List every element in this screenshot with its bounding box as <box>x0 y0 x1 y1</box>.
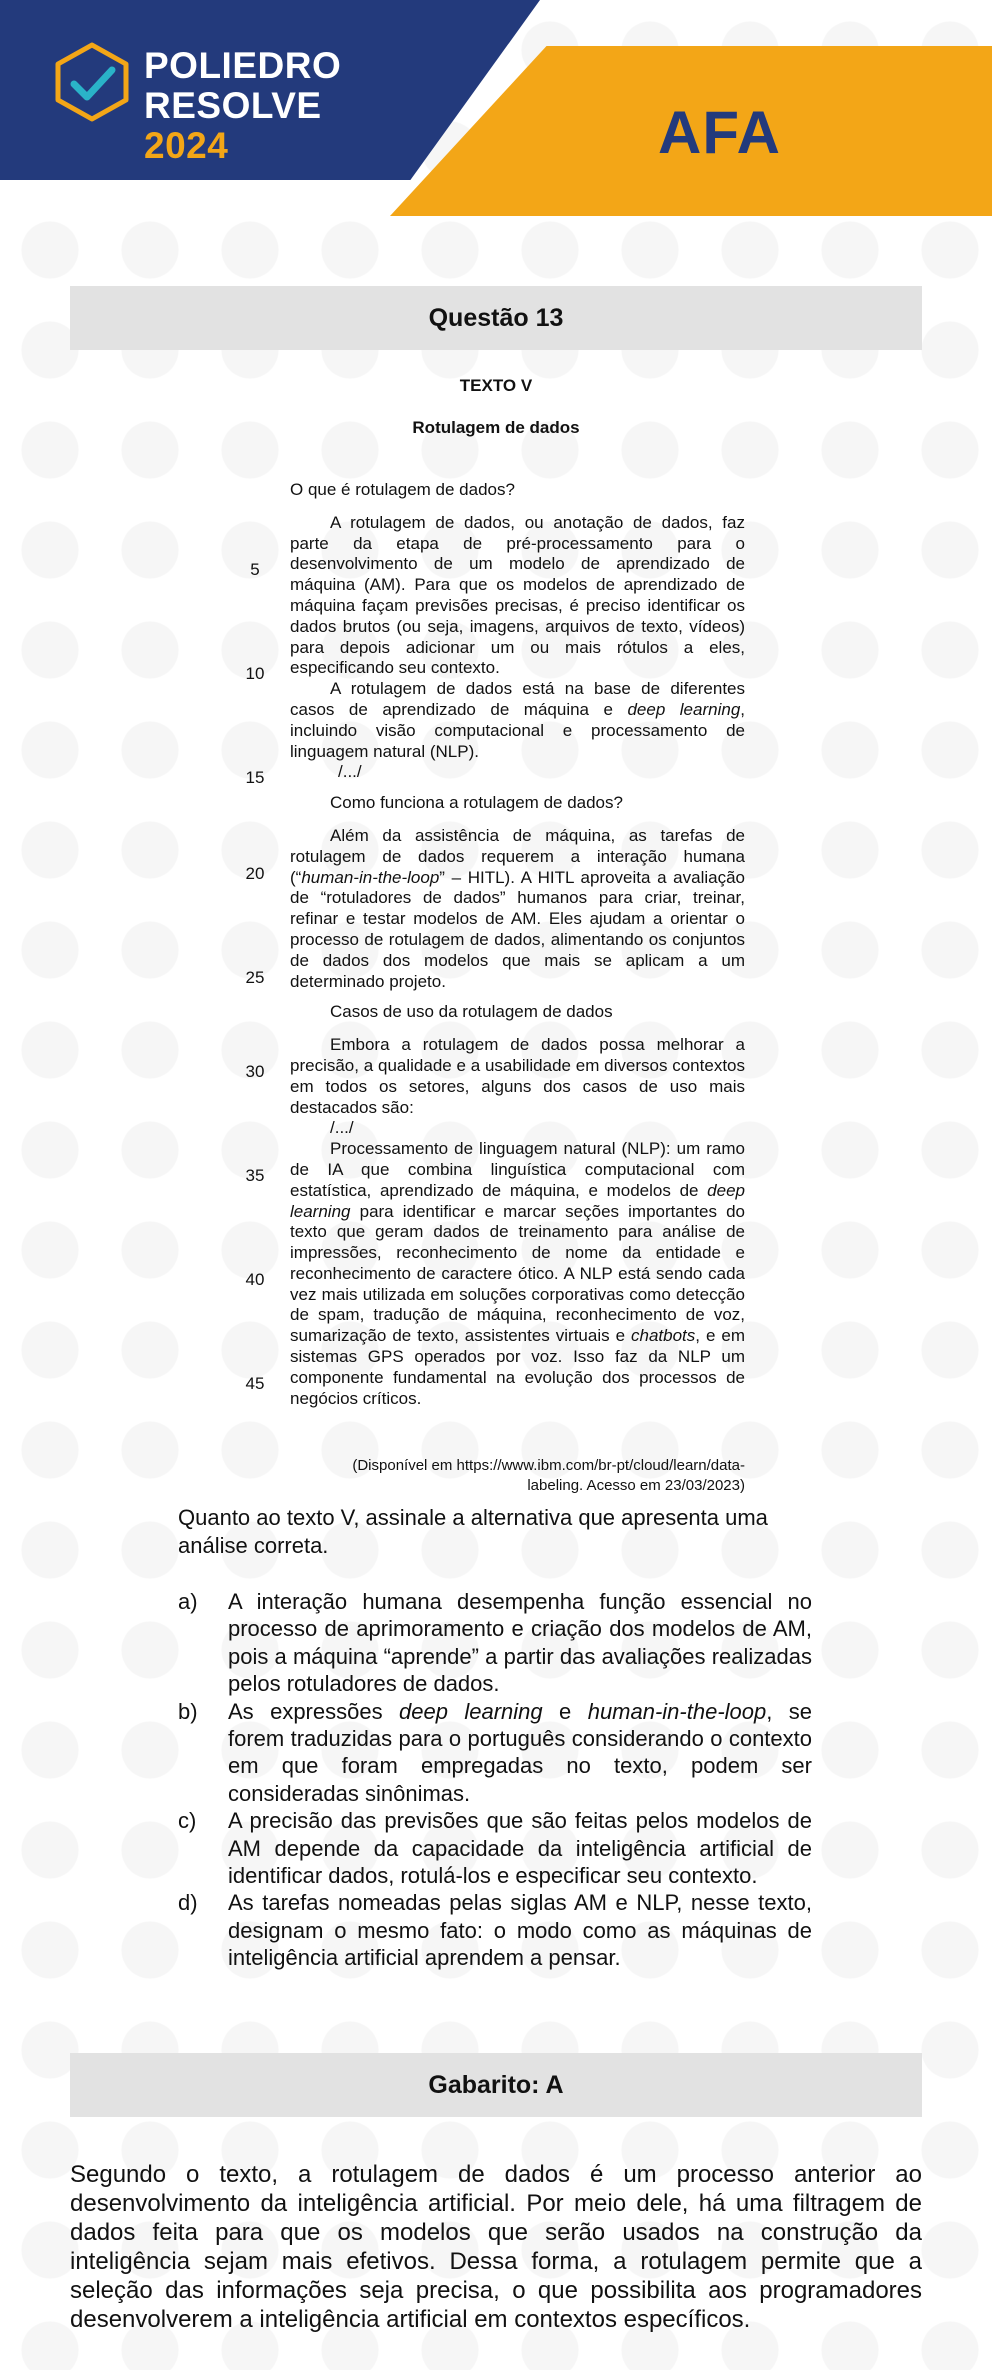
line-number: 40 <box>245 1270 265 1289</box>
passage-paragraph <box>290 826 745 992</box>
italic-run: human-in-the-loop <box>301 867 440 887</box>
text-run: ” – HITL). A HITL aproveita a avaliação de “rotuladores de dados” humanos para criar, treinar, refinar e testar modelos de AM. Eles ajudam a orientar o processo de rotulagem de dados, alimentando os conjuntos de dados dos modelos que mais se aplicam a um determinado projeto. <box>290 867 745 991</box>
italic-run: deep learning <box>399 1698 543 1724</box>
answer-key-bar <box>70 2053 922 2117</box>
passage-heading: Casos de uso da rotulagem de dados <box>330 1002 613 1022</box>
alternative-letter: d) <box>178 1890 198 1916</box>
line-number: 15 <box>245 768 265 787</box>
question-title-bar <box>70 286 922 350</box>
alternative-a <box>178 1588 812 1698</box>
passage-heading: Como funciona a rotulagem de dados? <box>330 793 623 813</box>
line-number: 30 <box>245 1062 265 1081</box>
line-number: 25 <box>245 968 265 987</box>
italic-run: human-in-the-loop <box>587 1698 767 1724</box>
italic-run: deep learning <box>627 699 741 719</box>
source-citation: (Disponível em https://www.ibm.com/br-pt/cloud/learn/data-labeling. Acesso em 23/03/2023) <box>352 1457 745 1494</box>
alternative-b <box>178 1698 812 1808</box>
text-label: TEXTO V <box>459 376 533 395</box>
alternative-letter: c) <box>178 1808 197 1834</box>
passage-paragraph: Embora a rotulagem de dados possa melhorar a precisão, a qualidade e a usabilidade em diversos contextos em todos os setores, alguns dos casos de uso mais destacados são: <box>290 1035 745 1117</box>
alternative-text: A precisão das previsões que são feitas pelos modelos de AM depende da capacidade da inteligência artificial de identificar dados, rotulá-los e especificar seu contexto. <box>228 1808 812 1889</box>
ellipsis-marker: /.../ <box>338 762 362 782</box>
alternative-c <box>178 1807 812 1889</box>
brand-line-2: RESOLVE <box>144 85 322 126</box>
line-number: 20 <box>245 864 265 883</box>
brand-year: 2024 <box>144 125 229 166</box>
passage-paragraph: A rotulagem de dados, ou anotação de dados, faz parte da etapa de pré-processamento para o desenvolvimento de um modelo de aprendizado de máquina (AM). Para que os modelos de aprendizado de máquina façam previsões precisas, é preciso identificar os dados brutos (ou seja, imagens, arquivos de texto, vídeos) para depois adicionar um ou mais rótulos a eles, especificando seu contexto. <box>290 512 745 678</box>
passage-text <box>290 480 745 1409</box>
text-run: , se forem traduzidas para o português considerando o contexto em que foram empregadas no texto, podem ser consideradas sinônimas. <box>228 1698 813 1806</box>
alternative-text: A interação humana desempenha função essencial no processo de aprimoramento e criação dos modelos de AM, pois a máquina “aprende” a partir das avaliações realizadas pelos rotuladores de dados. <box>228 1589 812 1697</box>
passage-paragraph <box>290 679 745 762</box>
ellipsis-marker: /.../ <box>330 1118 354 1138</box>
line-number: 35 <box>245 1166 265 1185</box>
text-run: As expressões <box>228 1698 399 1724</box>
check-badge-icon <box>54 42 130 122</box>
question-stem: Quanto ao texto V, assinale a alternativa que apresenta uma análise correta. <box>178 1505 768 1558</box>
alternatives-list <box>178 1588 812 1972</box>
text-run: e <box>542 1698 588 1724</box>
brand-line-1: POLIEDRO <box>144 45 342 86</box>
alternative-letter: b) <box>178 1698 198 1724</box>
question-title: Questão 13 <box>428 303 564 332</box>
italic-run: chatbots <box>631 1326 696 1346</box>
text-run: , incluindo visão computacional e processamento de linguagem natural (NLP). <box>290 699 746 761</box>
passage-heading: O que é rotulagem de dados? <box>290 480 515 499</box>
italic-run: deep learning <box>290 1180 745 1221</box>
alternative-d <box>178 1889 812 1971</box>
text-run: , e em sistemas GPS operados por voz. Isso faz da NLP um componente fundamental na evolução dos processos de negócios críticos. <box>290 1326 745 1408</box>
brand-logo-text <box>144 46 341 166</box>
passage-paragraph <box>290 1139 745 1409</box>
answer-key: Gabarito: A <box>428 2070 564 2099</box>
line-number: 10 <box>245 664 265 683</box>
alternative-text <box>228 1698 812 1808</box>
line-number: 45 <box>245 1374 265 1393</box>
exam-name: AFA <box>658 99 781 166</box>
alternative-text: As tarefas nomeadas pelas siglas AM e NLP, nesse texto, designam o mesmo fato: o modo como as máquinas de inteligência artificial aprendem a pensar. <box>228 1890 812 1971</box>
text-title: Rotulagem de dados <box>412 418 580 437</box>
line-number: 5 <box>250 560 260 579</box>
text-run: para identificar e marcar seções importantes do texto que geram dados de treinamento para análise de impressões, reconhecimento de nome da entidade e reconhecimento de caractere ótico. A NLP está sendo cada vez mais utilizada em soluções corporativas como detecção de spam, tradução de máquina, reconhecimento de voz, sumarização de texto, assistentes virtuais e <box>290 1201 745 1346</box>
alternative-letter: a) <box>178 1589 198 1614</box>
text-run: Processamento de linguagem natural (NLP): um ramo de IA que combina linguística computacional com estatística, aprendizado de máquina, e modelos de <box>290 1139 745 1200</box>
text-run: A rotulagem de dados está na base de diferentes casos de aprendizado de máquina e <box>290 679 745 719</box>
resolution-text: Segundo o texto, a rotulagem de dados é um processo anterior ao desenvolvimento da inteligência artificial. Por meio dele, há uma filtragem de dados feita para que os modelos que serão usados na construção da inteligência sejam mais efetivos. Dessa forma, a rotulagem permite que a seleção das informações seja precisa, o que possibilita aos programadores desenvolverem a inteligência artificial em contextos específicos. <box>70 2161 922 2333</box>
text-run: Além da assistência de máquina, as tarefas de rotulagem de dados requerem a interação humana (“ <box>290 825 745 887</box>
